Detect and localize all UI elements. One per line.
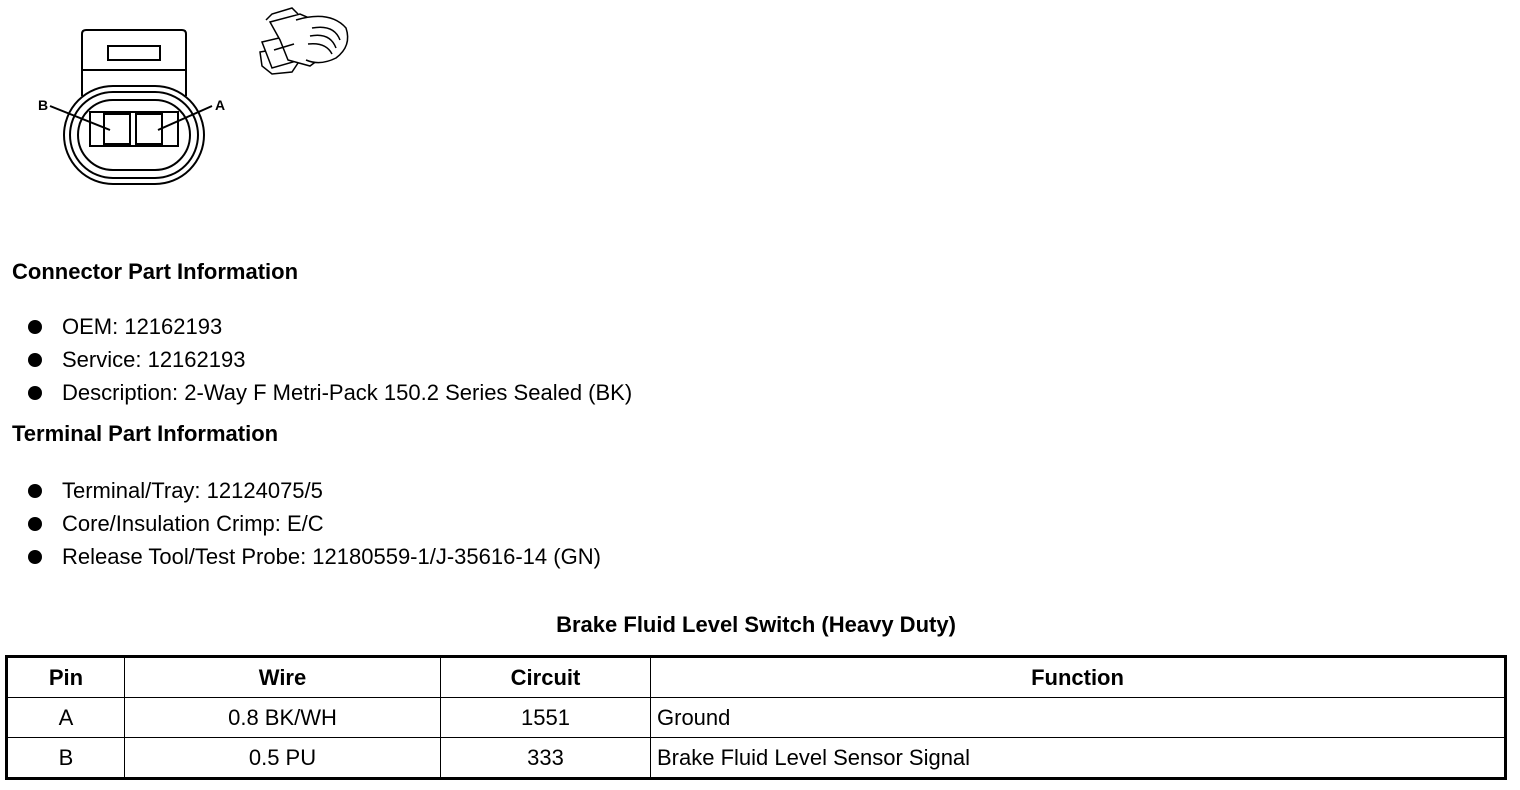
header-pin: Pin <box>7 657 125 698</box>
list-item <box>28 540 601 573</box>
list-item <box>28 343 632 376</box>
terminal-part-list <box>28 474 601 573</box>
cell-function: Ground <box>651 698 1506 738</box>
list-item <box>28 474 601 507</box>
bullet-icon <box>28 484 42 498</box>
bullet-icon <box>28 517 42 531</box>
table-row <box>7 738 1506 779</box>
header-function: Function <box>651 657 1506 698</box>
bullet-icon <box>28 550 42 564</box>
header-circuit: Circuit <box>441 657 651 698</box>
connector-isometric-view <box>260 8 348 74</box>
bullet-icon <box>28 320 42 334</box>
connector-part-list <box>28 310 632 409</box>
cell-wire: 0.8 BK/WH <box>125 698 441 738</box>
cell-pin: A <box>7 698 125 738</box>
oem-text: OEM: 12162193 <box>62 314 223 339</box>
list-item <box>28 376 632 409</box>
cell-circuit: 333 <box>441 738 651 779</box>
description-text: Description: 2-Way F Metri-Pack 150.2 Series Sealed (BK) <box>62 380 633 405</box>
table-header-row <box>7 657 1506 698</box>
table-row <box>7 698 1506 738</box>
terminal-tray-text: Terminal/Tray: 12124075/5 <box>62 478 323 503</box>
connector-face-view <box>50 30 212 184</box>
table-title: Brake Fluid Level Switch (Heavy Duty) <box>556 612 956 637</box>
pin-label-a: A <box>215 97 226 113</box>
cell-function: Brake Fluid Level Sensor Signal <box>651 738 1506 779</box>
service-text: Service: 12162193 <box>62 347 246 372</box>
connector-part-heading: Connector Part Information <box>12 259 299 284</box>
pin-label-b: B <box>38 97 49 113</box>
bullet-icon <box>28 353 42 367</box>
pin-table <box>5 655 1507 780</box>
release-tool-text: Release Tool/Test Probe: 12180559-1/J-35616-14 (GN) <box>62 544 601 569</box>
cell-circuit: 1551 <box>441 698 651 738</box>
list-item <box>28 310 632 343</box>
cell-pin: B <box>7 738 125 779</box>
header-wire: Wire <box>125 657 441 698</box>
terminal-part-heading: Terminal Part Information <box>12 421 279 446</box>
list-item <box>28 507 601 540</box>
cell-wire: 0.5 PU <box>125 738 441 779</box>
crimp-text: Core/Insulation Crimp: E/C <box>62 511 324 536</box>
connector-diagram <box>0 0 380 210</box>
bullet-icon <box>28 386 42 400</box>
